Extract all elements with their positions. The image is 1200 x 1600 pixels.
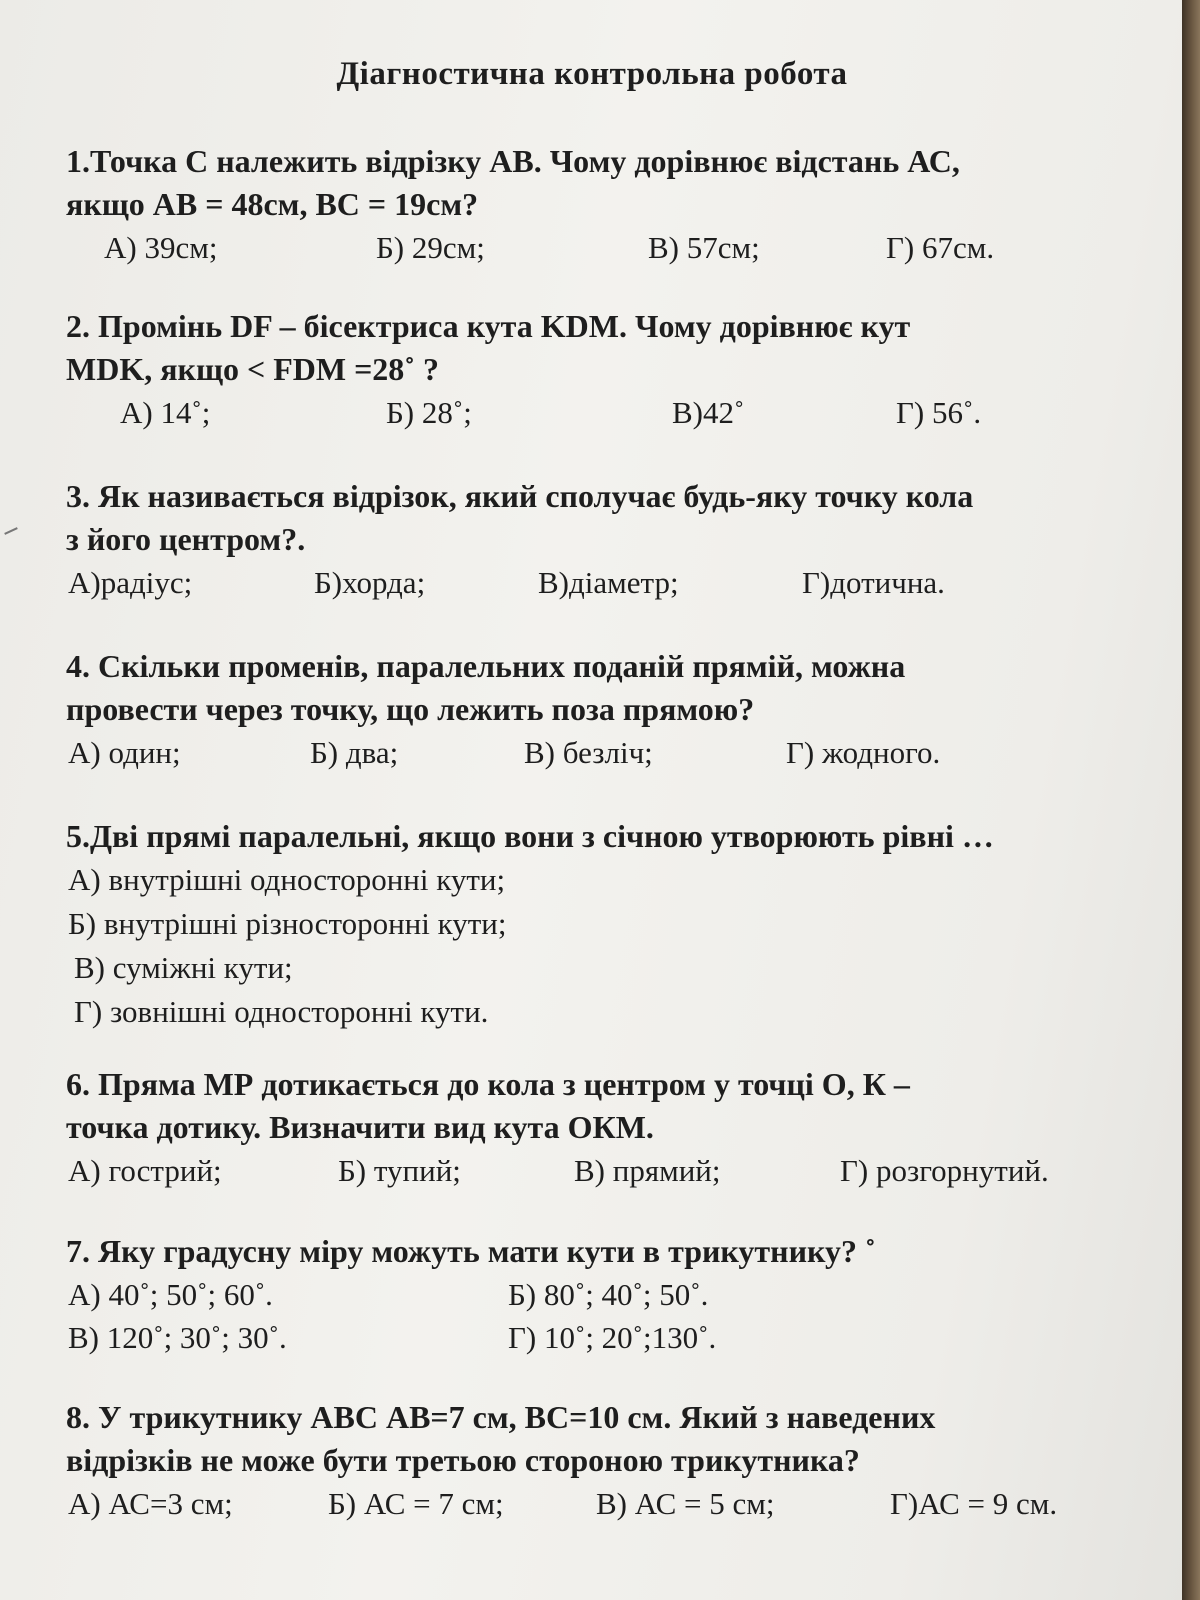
question-8 xyxy=(66,1396,1146,1525)
question-3-option-c[interactable]: В)діаметр; xyxy=(538,565,679,600)
question-6-option-c[interactable]: В) прямий; xyxy=(574,1153,721,1188)
question-3-options xyxy=(66,561,1146,604)
question-3-option-b[interactable]: Б)хорда; xyxy=(314,565,426,600)
question-5-text-line-1: 5.Дві прямі паралельні, якщо вони з січною утворюють рівні … xyxy=(66,818,994,854)
desk-edge xyxy=(1182,0,1200,1600)
question-4-text-line-1: 4. Скільки променів, паралельних поданій прямій, можна xyxy=(66,648,906,684)
question-1-option-c[interactable]: В) 57см; xyxy=(648,230,760,265)
question-4-option-d[interactable]: Г) жодного. xyxy=(786,735,941,770)
question-5-option-d[interactable]: Г) зовнішні односторонні кути. xyxy=(74,994,489,1029)
question-6-option-d[interactable]: Г) розгорнутий. xyxy=(840,1153,1049,1188)
page-title: Діагностична контрольна робота xyxy=(336,56,848,92)
question-2-option-c[interactable]: В)42˚ xyxy=(672,395,745,430)
question-8-option-a[interactable]: А) АС=3 см; xyxy=(68,1486,233,1521)
question-2-text-line-2: MDK, якщо < FDM =28˚ ? xyxy=(66,351,439,387)
question-4-option-a[interactable]: А) один; xyxy=(68,735,181,770)
question-2-text-line-1: 2. Промінь DF – бісектриса кута KDM. Чому дорівнює кут xyxy=(66,308,911,344)
question-6-text-line-1: 6. Пряма МР дотикається до кола з центром у точці О, К – xyxy=(66,1066,910,1102)
question-1 xyxy=(66,140,1146,269)
question-1-option-a[interactable]: А) 39см; xyxy=(104,230,218,265)
question-4-option-b[interactable]: Б) два; xyxy=(310,735,399,770)
question-2 xyxy=(66,305,1146,434)
question-7-options-row-1 xyxy=(66,1273,1146,1316)
question-7-option-c[interactable]: В) 120˚; 30˚; 30˚. xyxy=(68,1320,287,1355)
question-1-option-b[interactable]: Б) 29см; xyxy=(376,230,485,265)
question-5-option-b[interactable]: Б) внутрішні різносторонні кути; xyxy=(68,906,507,941)
question-8-option-b[interactable]: Б) АС = 7 см; xyxy=(328,1486,504,1521)
question-6-option-a[interactable]: А) гострий; xyxy=(68,1153,222,1188)
question-3-text-line-1: 3. Як називається відрізок, який сполучає будь-яку точку кола xyxy=(66,478,974,514)
question-8-text-line-2: відрізків не може бути третьою стороною трикутника? xyxy=(66,1442,860,1478)
question-4-options xyxy=(66,731,1146,774)
question-3-option-a[interactable]: А)радіус; xyxy=(68,565,193,600)
question-3 xyxy=(66,475,1146,604)
question-2-option-b[interactable]: Б) 28˚; xyxy=(386,395,472,430)
question-5 xyxy=(66,815,1146,1034)
question-2-option-d[interactable]: Г) 56˚. xyxy=(896,395,982,430)
question-8-option-d[interactable]: Г)АС = 9 см. xyxy=(890,1486,1058,1521)
question-8-options xyxy=(66,1482,1146,1525)
question-5-option-c[interactable]: В) суміжні кути; xyxy=(74,950,293,985)
question-8-text-line-1: 8. У трикутнику АВС АВ=7 см, ВС=10 см. Який з наведених xyxy=(66,1399,936,1435)
question-8-option-c[interactable]: В) АС = 5 см; xyxy=(596,1486,775,1521)
question-4-option-c[interactable]: В) безліч; xyxy=(524,735,653,770)
question-1-text-line-2: якщо АВ = 48см, ВС = 19см? xyxy=(66,186,479,222)
question-7-options-row-2 xyxy=(66,1316,1146,1359)
question-3-text-line-2: з його центром?. xyxy=(66,521,306,557)
question-7-text-line-1: 7. Яку градусну міру можуть мати кути в трикутнику? ˚ xyxy=(66,1233,876,1269)
question-6-options xyxy=(66,1149,1146,1192)
question-6-text-line-2: точка дотику. Визначити вид кута ОКМ. xyxy=(66,1109,654,1145)
question-4 xyxy=(66,645,1146,774)
question-2-option-a[interactable]: А) 14˚; xyxy=(120,395,211,430)
question-6-option-b[interactable]: Б) тупий; xyxy=(338,1153,461,1188)
question-7-option-a[interactable]: А) 40˚; 50˚; 60˚. xyxy=(68,1277,273,1312)
question-2-options xyxy=(66,391,1146,434)
question-7 xyxy=(66,1230,1146,1359)
question-1-options xyxy=(66,226,1146,269)
question-1-option-d[interactable]: Г) 67см. xyxy=(886,230,995,265)
pencil-mark xyxy=(4,527,18,535)
question-5-option-a[interactable]: А) внутрішні односторонні кути; xyxy=(68,862,506,897)
question-6 xyxy=(66,1063,1146,1192)
question-7-option-b[interactable]: Б) 80˚; 40˚; 50˚. xyxy=(508,1277,709,1312)
question-7-option-d[interactable]: Г) 10˚; 20˚;130˚. xyxy=(508,1320,717,1355)
question-1-text-line-1: 1.Точка С належить відрізку АВ. Чому дорівнює відстань АС, xyxy=(66,143,960,179)
question-4-text-line-2: провести через точку, що лежить поза прямою? xyxy=(66,691,755,727)
question-3-option-d[interactable]: Г)дотична. xyxy=(802,565,945,600)
